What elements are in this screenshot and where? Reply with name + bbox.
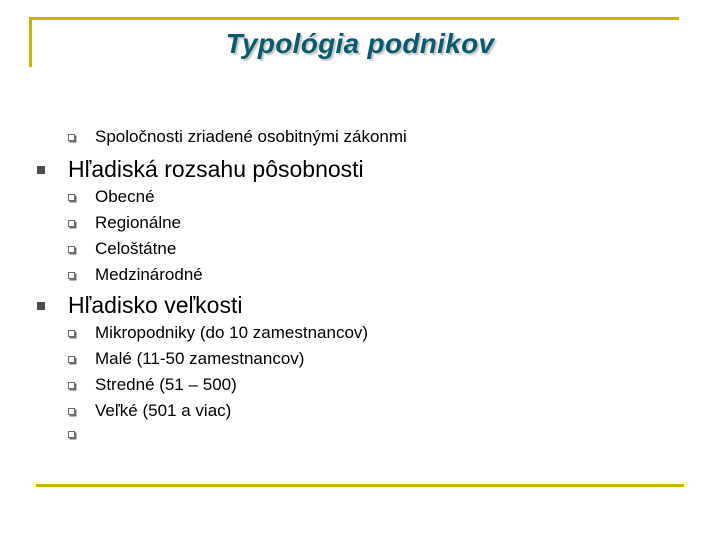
bullet-text: Veľké (501 a viac)	[95, 401, 232, 420]
bullet-text: Spoločnosti zriadené osobitnými zákonmi	[95, 127, 407, 146]
bullet-item-municipal	[68, 187, 155, 207]
bullet-item-micro	[68, 323, 368, 343]
bullet-text: Celoštátne	[95, 239, 177, 258]
slide-title: Typológia podnikov	[225, 28, 495, 59]
bullet-text: Malé (11-50 zamestnancov)	[95, 349, 305, 368]
bullet-text: Regionálne	[95, 213, 182, 232]
bullet-heading-size	[37, 292, 242, 319]
bullet-text: Medzinárodné	[95, 265, 203, 284]
bullet-text: Stredné (51 – 500)	[95, 375, 237, 394]
square-bullet-icon	[37, 302, 45, 310]
bullet-heading-text: Hľadiská rozsahu pôsobnosti	[68, 156, 364, 182]
hollow-square-bullet-icon	[68, 134, 75, 141]
bottom-rule	[36, 484, 684, 487]
hollow-square-bullet-icon	[68, 272, 75, 279]
bullet-heading-text: Hľadisko veľkosti	[68, 292, 243, 318]
hollow-square-bullet-icon	[68, 408, 75, 415]
bullet-heading-scope	[37, 156, 364, 183]
hollow-square-bullet-icon	[68, 246, 75, 253]
hollow-square-bullet-icon	[68, 356, 75, 363]
bullet-item-empty	[68, 431, 95, 438]
hollow-square-bullet-icon	[68, 194, 75, 201]
hollow-square-bullet-icon	[68, 382, 75, 389]
bullet-item-medium	[68, 375, 237, 395]
hollow-square-bullet-icon	[68, 220, 75, 227]
bullet-text: Mikropodniky (do 10 zamestnancov)	[95, 323, 369, 342]
bullet-item-special-companies	[68, 127, 407, 147]
bullet-text: Obecné	[95, 187, 155, 206]
bullet-item-regional	[68, 213, 181, 233]
bullet-item-national	[68, 239, 176, 259]
hollow-square-bullet-icon	[68, 330, 75, 337]
bullet-item-international	[68, 265, 203, 285]
bullet-item-large	[68, 401, 231, 421]
top-rule	[29, 17, 679, 20]
hollow-square-bullet-icon	[68, 431, 75, 438]
bullet-item-small	[68, 349, 304, 369]
square-bullet-icon	[37, 166, 45, 174]
